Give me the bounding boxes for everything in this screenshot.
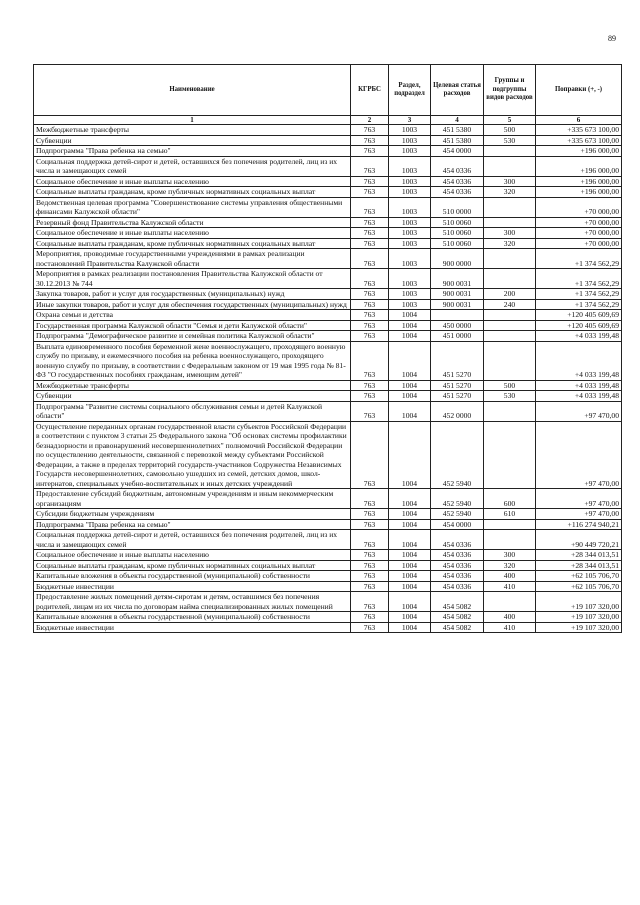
table-row [34,217,622,228]
row-section: 1004 [389,592,431,612]
row-name: Подпрограмма "Развитие системы социального обслуживания семьи и детей Калужской области" [34,401,351,421]
row-amount: +4 033 199,48 [536,341,622,380]
row-expense-type: 610 [484,509,536,520]
row-name: Социальные выплаты гражданам, кроме публичных нормативных социальных выплат [34,187,351,198]
row-amount: +70 000,00 [536,238,622,249]
row-expense-type: 300 [484,228,536,239]
table-row [34,156,622,176]
row-name: Охрана семьи и детства [34,310,351,321]
row-name: Подпрограмма "Права ребенка на семью" [34,519,351,530]
row-name: Выплата единовременного пособия беременной жене военнослужащего, проходящего военную службу по призыву, и ежемесячного пособия на ребенка военнослужащего, проходящего военную службу по призыву, в соответствии с Федеральным законом от 19 мая 1995 года № 81-ФЗ "О государственных пособиях гражданам, имеющим детей" [34,341,351,380]
column-number: 1 [34,116,351,125]
row-article [431,310,484,321]
row-name: Капитальные вложения в объекты государственной (муниципальной) собственности [34,612,351,623]
row-expense-type [484,310,536,321]
row-name: Межбюджетные трансферты [34,125,351,136]
row-amount: +196 000,00 [536,176,622,187]
header-article: Целевая статья расходов [431,65,484,116]
row-section: 1004 [389,341,431,380]
row-name: Социальные выплаты гражданам, кроме публичных нормативных социальных выплат [34,238,351,249]
row-article: 454 5082 [431,622,484,633]
table-row [34,249,622,269]
row-article: 510 0000 [431,197,484,217]
row-name: Подпрограмма "Демографическое развитие и семейная политика Калужской области" [34,331,351,342]
row-expense-type [484,331,536,342]
row-kgrbs: 763 [351,269,389,289]
row-name: Мероприятия в рамках реализации постановления Правительства Калужской области от 30.12.2013 № 744 [34,269,351,289]
row-name: Бюджетные инвестиции [34,622,351,633]
row-kgrbs: 763 [351,560,389,571]
row-section: 1004 [389,550,431,561]
row-kgrbs: 763 [351,228,389,239]
table-row [34,299,622,310]
row-amount: +28 344 013,51 [536,550,622,561]
row-amount: +97 470,00 [536,509,622,520]
row-article: 454 0000 [431,519,484,530]
table-row [34,560,622,571]
row-expense-type: 530 [484,135,536,146]
row-kgrbs: 763 [351,592,389,612]
row-section: 1003 [389,187,431,198]
row-kgrbs: 763 [351,217,389,228]
row-article: 454 0336 [431,550,484,561]
row-article: 451 5270 [431,380,484,391]
row-amount: +4 033 199,48 [536,391,622,402]
row-amount: +120 405 609,69 [536,310,622,321]
row-section: 1003 [389,269,431,289]
row-amount: +335 673 100,00 [536,135,622,146]
row-amount: +120 405 609,69 [536,320,622,331]
table-row [34,592,622,612]
row-name: Предоставление жилых помещений детям-сиротам и детям, оставшимся без попечения родителей, лицам из их числа по договорам найма специализированных жилых помещений [34,592,351,612]
row-amount: +335 673 100,00 [536,125,622,136]
table-row [34,269,622,289]
row-article: 510 0060 [431,238,484,249]
row-section: 1003 [389,238,431,249]
row-article: 451 5380 [431,135,484,146]
row-expense-type: 300 [484,176,536,187]
table-row [34,401,622,421]
row-section: 1004 [389,509,431,520]
row-kgrbs: 763 [351,391,389,402]
table-row [34,391,622,402]
row-expense-type: 320 [484,187,536,198]
row-amount: +70 000,00 [536,217,622,228]
table-row [34,612,622,623]
row-section: 1004 [389,489,431,509]
row-expense-type: 400 [484,571,536,582]
row-amount: +97 470,00 [536,421,622,489]
row-expense-type [484,156,536,176]
row-article: 451 0000 [431,331,484,342]
table-row [34,331,622,342]
row-kgrbs: 763 [351,135,389,146]
row-section: 1004 [389,571,431,582]
table-row [34,197,622,217]
row-article: 900 0031 [431,289,484,300]
row-expense-type: 200 [484,289,536,300]
table-row [34,519,622,530]
table-row [34,135,622,146]
row-name: Социальное обеспечение и иные выплаты населению [34,228,351,239]
row-name: Социальное обеспечение и иные выплаты населению [34,176,351,187]
row-expense-type [484,519,536,530]
row-article: 452 5940 [431,489,484,509]
row-section: 1004 [389,622,431,633]
header-amount: Поправки (+, -) [536,65,622,116]
row-section: 1003 [389,289,431,300]
row-article: 454 0336 [431,187,484,198]
row-kgrbs: 763 [351,176,389,187]
column-number: 2 [351,116,389,125]
row-expense-type [484,530,536,550]
row-section: 1004 [389,421,431,489]
row-article: 450 0000 [431,320,484,331]
row-kgrbs: 763 [351,341,389,380]
row-name: Предоставление субсидий бюджетным, автономным учреждениям и иным некоммерческим организациям [34,489,351,509]
table-row [34,187,622,198]
row-kgrbs: 763 [351,519,389,530]
table-row [34,509,622,520]
row-kgrbs: 763 [351,310,389,321]
row-section: 1004 [389,530,431,550]
row-article: 454 0336 [431,560,484,571]
row-amount: +196 000,00 [536,187,622,198]
row-amount: +4 033 199,48 [536,380,622,391]
row-expense-type [484,341,536,380]
page-number: 89 [608,34,616,43]
row-expense-type: 410 [484,581,536,592]
row-kgrbs: 763 [351,612,389,623]
row-kgrbs: 763 [351,380,389,391]
row-expense-type [484,146,536,157]
row-kgrbs: 763 [351,289,389,300]
row-expense-type: 300 [484,550,536,561]
row-amount: +70 000,00 [536,197,622,217]
column-number: 5 [484,116,536,125]
row-kgrbs: 763 [351,581,389,592]
row-expense-type [484,592,536,612]
row-kgrbs: 763 [351,489,389,509]
table-row [34,176,622,187]
row-article: 454 0336 [431,176,484,187]
row-kgrbs: 763 [351,401,389,421]
row-name: Межбюджетные трансферты [34,380,351,391]
row-name: Ведомственная целевая программа "Совершенствование системы управления общественными финансами Калужской области" [34,197,351,217]
row-section: 1003 [389,156,431,176]
header-kgrbs: КГРБС [351,65,389,116]
header-name: Наименование [34,65,351,116]
row-amount: +19 107 320,00 [536,622,622,633]
row-name: Субвенции [34,135,351,146]
row-article: 452 5940 [431,421,484,489]
row-section: 1004 [389,519,431,530]
row-kgrbs: 763 [351,238,389,249]
row-section: 1004 [389,310,431,321]
row-name: Резервный фонд Правительства Калужской области [34,217,351,228]
row-amount: +97 470,00 [536,401,622,421]
row-article: 452 5940 [431,509,484,520]
table-row [34,581,622,592]
row-expense-type: 410 [484,622,536,633]
row-article: 900 0000 [431,249,484,269]
row-amount: +28 344 013,51 [536,560,622,571]
row-name: Социальное обеспечение и иные выплаты населению [34,550,351,561]
row-section: 1004 [389,391,431,402]
table-row [34,489,622,509]
row-amount: +1 374 562,29 [536,269,622,289]
table-row [34,125,622,136]
row-kgrbs: 763 [351,187,389,198]
row-article: 510 0060 [431,228,484,239]
row-kgrbs: 763 [351,421,389,489]
row-section: 1004 [389,320,431,331]
row-name: Субсидии бюджетным учреждениям [34,509,351,520]
row-kgrbs: 763 [351,622,389,633]
row-kgrbs: 763 [351,249,389,269]
table-row [34,421,622,489]
row-kgrbs: 763 [351,550,389,561]
table-row [34,341,622,380]
row-section: 1004 [389,380,431,391]
row-article: 900 0031 [431,299,484,310]
table-row [34,622,622,633]
row-name: Социальные выплаты гражданам, кроме публичных нормативных социальных выплат [34,560,351,571]
row-article: 454 5082 [431,612,484,623]
table-row [34,238,622,249]
row-section: 1003 [389,146,431,157]
row-kgrbs: 763 [351,156,389,176]
table-row [34,380,622,391]
row-expense-type [484,269,536,289]
row-expense-type [484,421,536,489]
row-kgrbs: 763 [351,146,389,157]
header-row [34,65,622,116]
row-article: 454 0336 [431,571,484,582]
row-section: 1003 [389,299,431,310]
row-section: 1003 [389,197,431,217]
row-kgrbs: 763 [351,197,389,217]
row-amount: +116 274 940,21 [536,519,622,530]
row-amount: +19 107 320,00 [536,612,622,623]
row-amount: +62 105 706,70 [536,571,622,582]
row-amount: +1 374 562,29 [536,249,622,269]
table-row [34,571,622,582]
column-number-row [34,116,622,125]
row-name: Субвенции [34,391,351,402]
row-expense-type: 320 [484,560,536,571]
row-article: 451 5270 [431,341,484,380]
table-row [34,146,622,157]
row-amount: +62 105 706,70 [536,581,622,592]
row-amount: +70 000,00 [536,228,622,239]
row-amount: +1 374 562,29 [536,299,622,310]
row-section: 1003 [389,125,431,136]
row-expense-type [484,401,536,421]
row-kgrbs: 763 [351,299,389,310]
row-name: Иные закупки товаров, работ и услуг для обеспечения государственных (муниципальных) нужд [34,299,351,310]
row-section: 1004 [389,560,431,571]
row-name: Бюджетные инвестиции [34,581,351,592]
row-expense-type: 530 [484,391,536,402]
row-article: 454 0000 [431,146,484,157]
column-number: 6 [536,116,622,125]
row-section: 1004 [389,331,431,342]
row-name: Подпрограмма "Права ребенка на семью" [34,146,351,157]
row-name: Капитальные вложения в объекты государственной (муниципальной) собственности [34,571,351,582]
row-expense-type: 500 [484,125,536,136]
table-row [34,320,622,331]
header-type: Группы и подгруппы видов расходов [484,65,536,116]
row-amount: +196 000,00 [536,146,622,157]
row-article: 454 0336 [431,530,484,550]
row-article: 452 0000 [431,401,484,421]
row-name: Осуществление переданных органам государственной власти субъектов Российской Федерации в соответствии с пунктом 3 статьи 25 Федерального закона "Об основах системы профилактики безнадзорности и правонарушений несовершеннолетних" полномочий Российской Федерации по осуществлению деятельности, связанной с перевозкой между субъектами Российской Федерации, а также в пределах территорий государств-участников Содружества Независимых Государств несовершеннолетних, самовольно ушедших из семей, детских домов, школ-интернатов, специальных учебно-воспитательных и иных детских учреждений [34,421,351,489]
header-section: Раздел, подраздел [389,65,431,116]
row-section: 1003 [389,249,431,269]
row-article: 510 0060 [431,217,484,228]
row-name: Социальная поддержка детей-сирот и детей, оставшихся без попечения родителей, лиц из их числа и замещающих семей [34,156,351,176]
row-article: 454 0336 [431,581,484,592]
budget-table [33,64,622,633]
row-kgrbs: 763 [351,509,389,520]
row-section: 1003 [389,228,431,239]
row-amount: +90 449 720,21 [536,530,622,550]
row-article: 900 0031 [431,269,484,289]
table-row [34,550,622,561]
row-section: 1004 [389,612,431,623]
row-article: 454 5082 [431,592,484,612]
row-kgrbs: 763 [351,320,389,331]
row-amount: +97 470,00 [536,489,622,509]
row-amount: +19 107 320,00 [536,592,622,612]
row-expense-type: 500 [484,380,536,391]
table-row [34,310,622,321]
row-amount: +1 374 562,29 [536,289,622,300]
row-amount: +196 000,00 [536,156,622,176]
table-body [34,125,622,633]
row-kgrbs: 763 [351,571,389,582]
row-expense-type [484,249,536,269]
column-number: 3 [389,116,431,125]
table-row [34,228,622,239]
row-section: 1003 [389,176,431,187]
row-article: 454 0336 [431,156,484,176]
table-row [34,289,622,300]
row-expense-type [484,320,536,331]
row-kgrbs: 763 [351,331,389,342]
table-row [34,530,622,550]
row-expense-type: 240 [484,299,536,310]
row-section: 1003 [389,135,431,146]
row-section: 1003 [389,217,431,228]
row-name: Государственная программа Калужской области "Семья и дети Калужской области" [34,320,351,331]
row-kgrbs: 763 [351,125,389,136]
row-name: Закупка товаров, работ и услуг для государственных (муниципальных) нужд [34,289,351,300]
row-article: 451 5380 [431,125,484,136]
row-expense-type: 600 [484,489,536,509]
row-article: 451 5270 [431,391,484,402]
row-expense-type [484,197,536,217]
row-name: Мероприятия, проводимые государственными учреждениями в рамках реализации постановлений Правительства Калужской области [34,249,351,269]
row-expense-type [484,217,536,228]
row-section: 1004 [389,401,431,421]
row-section: 1004 [389,581,431,592]
row-amount: +4 033 199,48 [536,331,622,342]
row-expense-type: 320 [484,238,536,249]
row-kgrbs: 763 [351,530,389,550]
column-number: 4 [431,116,484,125]
row-name: Социальная поддержка детей-сирот и детей, оставшихся без попечения родителей, лиц из их числа и замещающих семей [34,530,351,550]
row-expense-type: 400 [484,612,536,623]
